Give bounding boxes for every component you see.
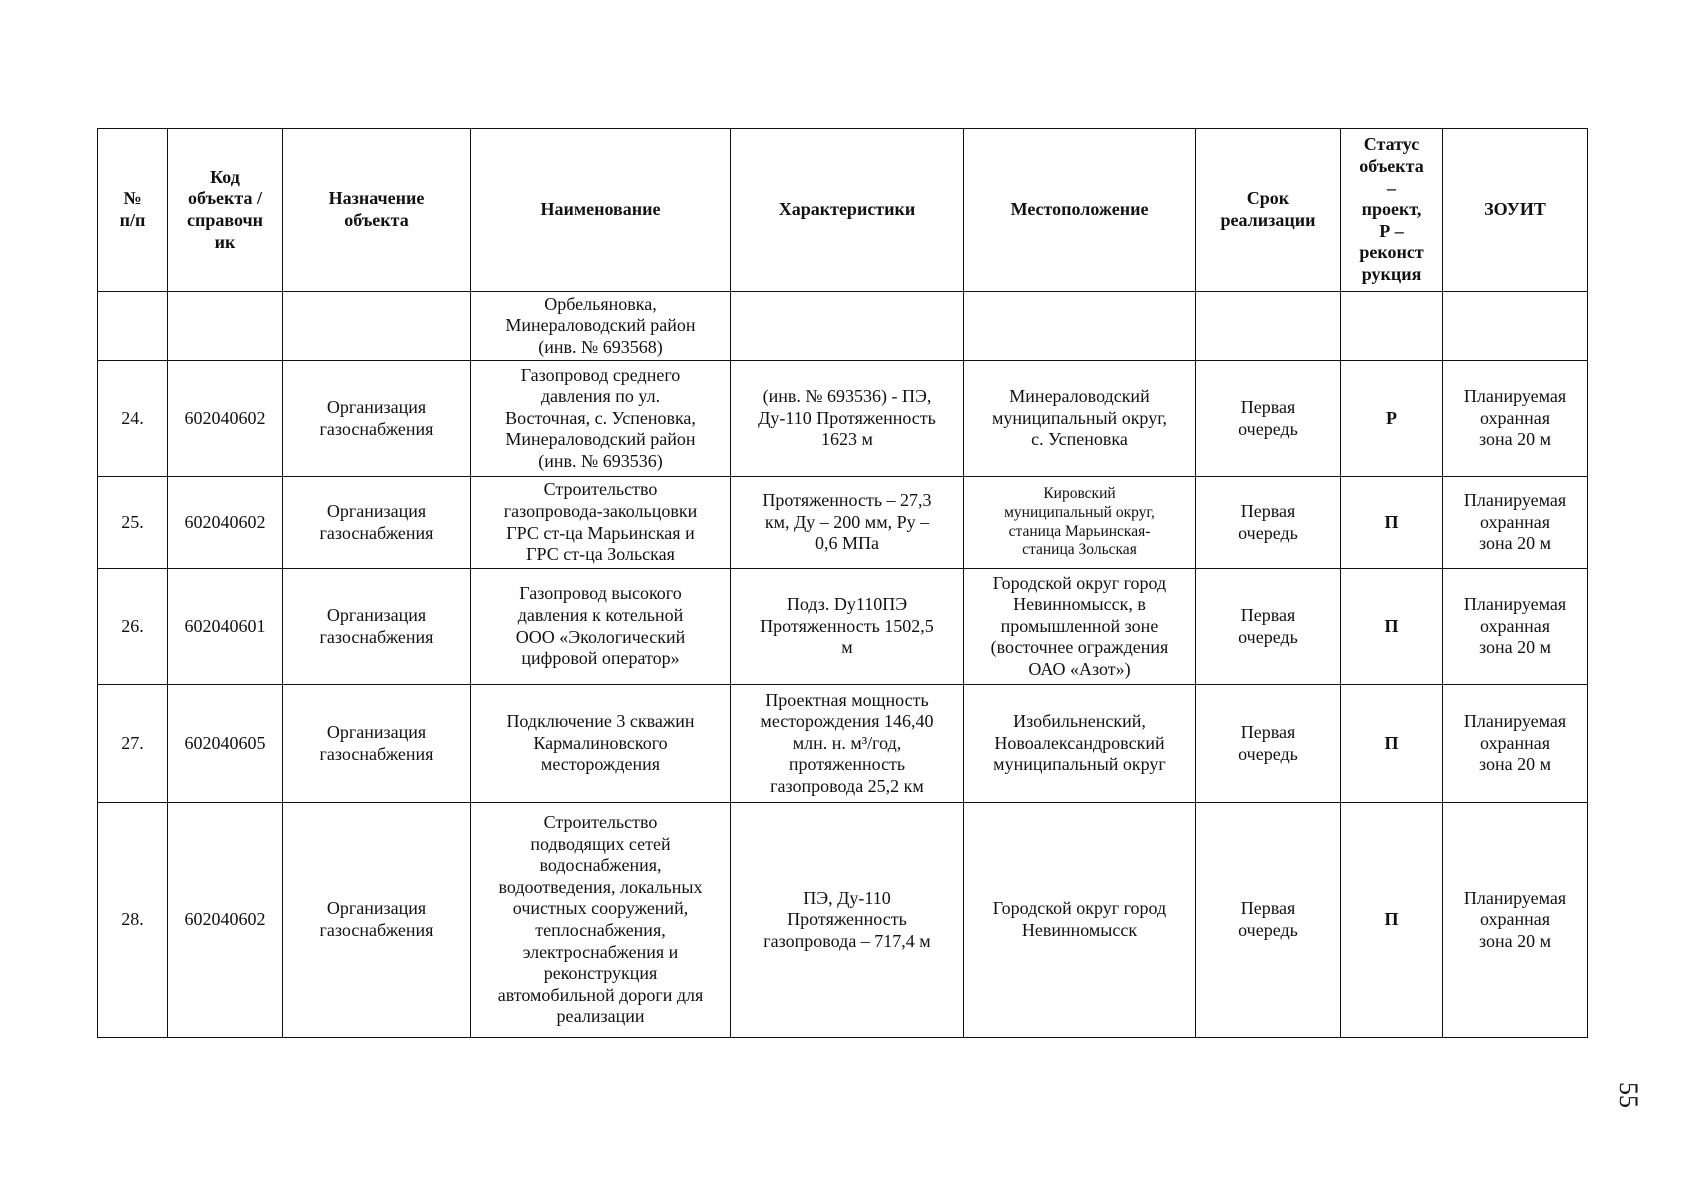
cell-text-line: Газопровод среднего — [520, 364, 681, 385]
cell-text-line: водоснабжения, — [539, 855, 662, 876]
cell-text-line: газопровода 25,2 км — [770, 775, 924, 796]
cell-text-line: ОАО «Азот») — [1028, 658, 1131, 679]
row-object-code: 602040602 — [168, 477, 283, 569]
cell-text-line: муниципальный округ, — [1004, 503, 1155, 521]
row-location — [964, 685, 1196, 803]
cell-text-line: Срок — [1246, 188, 1290, 209]
row-status: П — [1341, 477, 1443, 569]
row-object-code — [168, 292, 283, 361]
cell-text-line: справочн — [186, 210, 264, 230]
row-number: 25. — [98, 477, 168, 569]
header-characteristics — [731, 129, 964, 292]
header-term — [1196, 129, 1341, 292]
header-object-code — [168, 129, 283, 292]
cell-text-line: зона 20 м — [1478, 754, 1552, 775]
cell-text-line: Организация — [326, 604, 427, 625]
cell-text-line: км, Ду – 200 мм, Ру – — [764, 511, 930, 532]
cell-text-line: цифровой оператор» — [521, 648, 680, 669]
row-term — [1196, 685, 1341, 803]
cell-text-line: ЗОУИТ — [1484, 199, 1546, 220]
row-name — [471, 803, 731, 1038]
row-object-code: 602040605 — [168, 685, 283, 803]
cell-text-line: Организация — [326, 898, 427, 919]
row-zouit — [1443, 685, 1588, 803]
cell-text-line: ПЭ, Ду-110 — [803, 887, 891, 908]
row-purpose — [283, 477, 471, 569]
row-purpose — [283, 685, 471, 803]
cell-text-line: реализации — [556, 1006, 645, 1027]
cell-text-line: (инв. № 693568) — [538, 336, 663, 357]
row-purpose — [283, 361, 471, 477]
cell-text-line: Подключение 3 скважин — [506, 711, 695, 732]
cell-text-line: проект, — [1361, 199, 1422, 220]
row-zouit — [1443, 803, 1588, 1038]
row-characteristics — [731, 361, 964, 477]
cell-text-line: очередь — [1238, 626, 1298, 647]
cell-text-line: ГРС ст-ца Зольская — [526, 544, 675, 565]
cell-text-line: объекта — [1359, 156, 1424, 177]
cell-text-line: (восточнее ограждения — [990, 637, 1169, 658]
row-number: 28. — [98, 803, 168, 1038]
cell-text-line: Первая — [1240, 604, 1296, 625]
cell-text-line: Р – — [1379, 220, 1404, 241]
table-row — [98, 569, 1588, 685]
cell-text-line: газоснабжения — [319, 418, 434, 439]
page-number: 55 — [1614, 1082, 1643, 1108]
cell-text-line: Восточная, с. Успеновка, — [505, 407, 696, 428]
cell-text-line: очередь — [1238, 743, 1298, 764]
cell-text-line: 0,6 МПа — [815, 533, 879, 554]
cell-text-line: муниципальный округ — [993, 754, 1166, 775]
cell-text-line: Код — [210, 166, 240, 187]
row-name — [471, 685, 731, 803]
header-zouit — [1443, 129, 1588, 292]
cell-text-line: Ду-110 Протяженность — [758, 407, 936, 428]
cell-text-line: объекта / — [188, 188, 262, 209]
row-name — [471, 361, 731, 477]
cell-text-line: ГРС ст-ца Марьинская и — [506, 522, 695, 543]
cell-text-line: Первая — [1240, 396, 1296, 417]
cell-text-line: Наименование — [540, 199, 661, 220]
cell-text-line: Организация — [326, 721, 427, 742]
cell-text-line: месторождения 146,40 — [760, 711, 934, 732]
cell-text-line: реализации — [1220, 210, 1316, 230]
cell-text-line: очередь — [1238, 920, 1298, 940]
cell-text-line: Планируемая — [1463, 594, 1567, 615]
cell-text-line: ик — [214, 231, 236, 252]
row-purpose — [283, 292, 471, 361]
cell-text-line: газоснабжения — [319, 522, 434, 543]
row-number: 26. — [98, 569, 168, 685]
cell-text-line: промышленной зоне — [1000, 615, 1159, 636]
cell-text-line: Газопровод высокого — [519, 583, 682, 604]
row-characteristics — [731, 685, 964, 803]
cell-text-line: Строительство — [543, 812, 658, 833]
cell-text-line: ООО «Экологический — [515, 626, 686, 647]
cell-text-line: станица Зольская — [1022, 541, 1137, 559]
row-status — [1341, 292, 1443, 361]
row-number: 27. — [98, 685, 168, 803]
row-term — [1196, 361, 1341, 477]
cell-text-line: зона 20 м — [1478, 429, 1552, 450]
cell-text-line: Первая — [1240, 898, 1296, 919]
cell-text-line: охранная — [1479, 909, 1551, 930]
cell-text-line: Протяженность – 27,3 — [762, 490, 932, 511]
cell-text-line: Планируемая — [1463, 887, 1567, 908]
row-zouit — [1443, 361, 1588, 477]
row-location — [964, 292, 1196, 361]
objects-table — [97, 128, 1588, 1038]
row-zouit — [1443, 292, 1588, 361]
row-name — [471, 292, 731, 361]
cell-text-line: Строительство — [543, 479, 658, 500]
cell-text-line: – — [1387, 177, 1396, 198]
row-number: 24. — [98, 361, 168, 477]
cell-text-line: объекта — [344, 210, 409, 230]
cell-text-line: Планируемая — [1463, 386, 1567, 407]
cell-text-line: охранная — [1479, 615, 1551, 636]
cell-text-line: давления к котельной — [517, 604, 684, 625]
row-zouit — [1443, 569, 1588, 685]
row-characteristics — [731, 477, 964, 569]
row-term — [1196, 477, 1341, 569]
cell-text-line: газопровода-закольцовки — [503, 500, 698, 521]
cell-text-line: Первая — [1240, 721, 1296, 742]
cell-text-line: очередь — [1238, 418, 1298, 439]
cell-text-line: № — [123, 188, 142, 209]
table-header-row — [98, 129, 1588, 292]
cell-text-line: Характеристики — [778, 199, 916, 220]
row-status: Р — [1341, 361, 1443, 477]
row-location — [964, 803, 1196, 1038]
cell-text-line: Городской округ город — [992, 572, 1167, 593]
cell-text-line: Первая — [1240, 500, 1296, 521]
table-row — [98, 292, 1588, 361]
cell-text-line: п/п — [119, 210, 146, 230]
cell-text-line: Планируемая — [1463, 711, 1567, 732]
row-object-code: 602040602 — [168, 803, 283, 1038]
cell-text-line: станица Марьинская- — [1008, 522, 1151, 540]
cell-text-line: Планируемая — [1463, 490, 1567, 511]
row-characteristics — [731, 292, 964, 361]
cell-text-line: рукция — [1361, 263, 1422, 284]
cell-text-line: зона 20 м — [1478, 637, 1552, 658]
cell-text-line: Новоалександровский — [994, 732, 1165, 753]
header-name — [471, 129, 731, 292]
row-status: П — [1341, 803, 1443, 1038]
cell-text-line: газоснабжения — [319, 920, 434, 940]
cell-text-line: м — [841, 637, 853, 658]
cell-text-line: месторождения — [540, 754, 661, 775]
row-purpose — [283, 569, 471, 685]
cell-text-line: 1623 м — [821, 429, 873, 450]
cell-text-line: Кармалиновского — [533, 732, 668, 753]
row-location — [964, 361, 1196, 477]
row-name — [471, 569, 731, 685]
table-row — [98, 685, 1588, 803]
cell-text-line: зона 20 м — [1478, 930, 1552, 951]
row-status: П — [1341, 685, 1443, 803]
header-purpose — [283, 129, 471, 292]
cell-text-line: Минераловодский район — [505, 315, 696, 336]
cell-text-line: зона 20 м — [1478, 533, 1552, 554]
cell-text-line: Минераловодский — [1009, 386, 1150, 407]
table-row — [98, 477, 1588, 569]
cell-text-line: Назначение — [328, 188, 425, 209]
cell-text-line: Местоположение — [1010, 199, 1149, 220]
cell-text-line: Невинномысск, в — [1013, 594, 1146, 615]
cell-text-line: Невинномысск — [1021, 920, 1138, 940]
row-object-code: 602040602 — [168, 361, 283, 477]
cell-text-line: протяженность — [788, 754, 906, 775]
cell-text-line: Кировский — [1043, 485, 1116, 503]
cell-text-line: реконст — [1359, 242, 1424, 263]
cell-text-line: Организация — [326, 500, 427, 521]
row-number — [98, 292, 168, 361]
row-purpose — [283, 803, 471, 1038]
cell-text-line: Статус — [1363, 134, 1420, 155]
cell-text-line: теплоснабжения, — [535, 920, 666, 940]
cell-text-line: давления по ул. — [540, 386, 661, 407]
row-term — [1196, 803, 1341, 1038]
cell-text-line: (инв. № 693536) — [538, 450, 663, 471]
table-row — [98, 361, 1588, 477]
row-status: П — [1341, 569, 1443, 685]
row-term — [1196, 569, 1341, 685]
cell-text-line: газоснабжения — [319, 743, 434, 764]
cell-text-line: охранная — [1479, 511, 1551, 532]
cell-text-line: подводящих сетей — [530, 833, 671, 854]
cell-text-line: с. Успеновка — [1031, 429, 1128, 450]
cell-text-line: Минераловодский район — [505, 429, 696, 450]
row-name — [471, 477, 731, 569]
row-location — [964, 569, 1196, 685]
cell-text-line: млн. н. м³/год, — [792, 732, 902, 753]
row-object-code: 602040601 — [168, 569, 283, 685]
cell-text-line: электроснабжения и — [522, 941, 679, 962]
row-term — [1196, 292, 1341, 361]
header-status — [1341, 129, 1443, 292]
cell-text-line: газоснабжения — [319, 626, 434, 647]
row-location — [964, 477, 1196, 569]
cell-text-line: газопровода – 717,4 м — [763, 930, 931, 951]
cell-text-line: охранная — [1479, 732, 1551, 753]
cell-text-line: Подз. Dу110ПЭ — [786, 594, 908, 615]
cell-text-line: очередь — [1238, 522, 1298, 543]
cell-text-line: Протяженность 1502,5 — [760, 615, 934, 636]
cell-text-line: водоотведения, локальных — [498, 876, 703, 897]
cell-text-line: Городской округ город — [992, 898, 1167, 919]
table-row — [98, 803, 1588, 1038]
cell-text-line: Изобильненский, — [1013, 711, 1146, 732]
header-location — [964, 129, 1196, 292]
cell-text-line: охранная — [1479, 407, 1551, 428]
cell-text-line: Организация — [326, 396, 427, 417]
cell-text-line: Орбельяновка, — [544, 293, 657, 314]
cell-text-line: Проектная мощность — [765, 689, 929, 710]
cell-text-line: реконструкция — [543, 963, 658, 984]
cell-text-line: Протяженность — [787, 909, 907, 930]
header-number — [98, 129, 168, 292]
cell-text-line: очистных сооружений, — [512, 898, 689, 919]
cell-text-line: (инв. № 693536) - ПЭ, — [762, 386, 932, 407]
cell-text-line: муниципальный округ, — [991, 407, 1168, 428]
row-characteristics — [731, 569, 964, 685]
row-characteristics — [731, 803, 964, 1038]
row-zouit — [1443, 477, 1588, 569]
cell-text-line: автомобильной дороги для — [497, 984, 704, 1005]
